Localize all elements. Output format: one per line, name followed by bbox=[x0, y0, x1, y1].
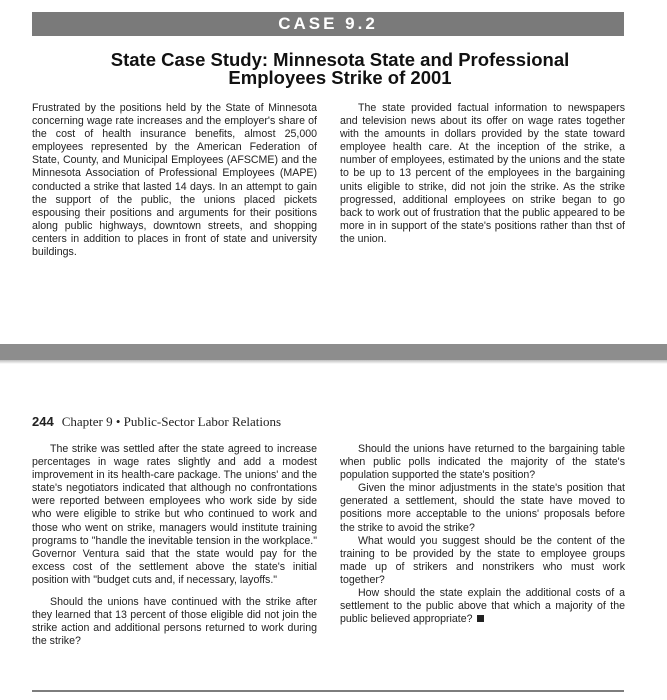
case-label-banner: CASE 9.2 bbox=[32, 12, 624, 36]
case-title-line-1: State Case Study: Minnesota State and Professional bbox=[110, 49, 570, 70]
bottom-left-paragraph-2: Should the unions have continued with the strike after they learned that 13 percent of those eligible did not join the strike action and additional persons returned to work during the strike? bbox=[32, 596, 317, 648]
top-right-column bbox=[340, 102, 625, 246]
bottom-left-paragraph-1: The strike was settled after the state agreed to increase percentages in wage rates slightly and add a modest improvement in its health-care package. The unions' and the state's negotiators indicated that although no confrontations were reported between employees who work side by side who were eligible to strike but who continued to work and those who went on strike, managers would institute training programs to "handle the inevitable tension in the workplace." Governor Ventura said that the state would pay for the excess cost of the settlement above the state's initial position with "budget cuts and, if necessary, layoffs." bbox=[32, 443, 317, 586]
bottom-right-column bbox=[340, 443, 625, 626]
bottom-right-paragraph-1: Should the unions have returned to the bargaining table when public polls indicated the majority of the state's population supported the state's position? bbox=[340, 443, 625, 482]
end-of-case-mark bbox=[477, 615, 484, 622]
bottom-left-column bbox=[32, 443, 317, 648]
chapter-title: Chapter 9 • Public-Sector Labor Relations bbox=[61, 414, 282, 429]
bottom-right-paragraph-2: Given the minor adjustments in the state's position that generated a settlement, should the state have moved to positions more acceptable to the unions' proposals before the strike to avoid the strike? bbox=[340, 482, 625, 534]
case-title bbox=[60, 51, 620, 87]
bottom-rule bbox=[32, 690, 624, 692]
page-break-divider bbox=[0, 344, 667, 360]
case-title-line-2: Employees Strike of 2001 bbox=[228, 67, 452, 88]
bottom-right-paragraph-4-text: How should the state explain the additional costs of a settlement to the public above that which a majority of the public believed appropriate? bbox=[340, 587, 625, 626]
paragraph-gap bbox=[32, 587, 317, 596]
top-right-paragraph: The state provided factual information to newspapers and television news about its offer on wage rates together with the amounts in dollars provided by the state toward employee health care. At the inception of the strike, a number of employees, estimated by the unions and the state to be up to 13 percent of the employees in the bargaining units eligible to strike, did not join the strike. As the strike progressed, additional employees on strike began to go back to work out of frustration that the public appeared to be more in in support of the state's positions rather than thst of the union. bbox=[340, 102, 625, 245]
running-head bbox=[32, 414, 432, 430]
bottom-right-paragraph-3: What would you suggest should be the content of the training to be provided by the state to employee groups made up of strikers and nonstrikers who must work together? bbox=[340, 534, 625, 586]
top-left-column bbox=[32, 102, 317, 259]
page-number: 244 bbox=[32, 414, 54, 429]
top-left-paragraph: Frustrated by the positions held by the State of Minnesota concerning wage rate increases and the employer's share of the cost of health insurance benefits, almost 25,000 employees represented by the American Federation of State, County, and Municipal Employees (AFSCME) and the Minnesota Association of Professional Employees (MAPE) conducted a strike that lasted 14 days. In an attempt to gain the support of the public, the unions placed pickets espousing their positions and arguments for their positions along public highways, downtown streets, and shopping centers in addition to places in front of state and university buildings. bbox=[32, 102, 317, 259]
bottom-right-paragraph-4 bbox=[340, 587, 625, 626]
